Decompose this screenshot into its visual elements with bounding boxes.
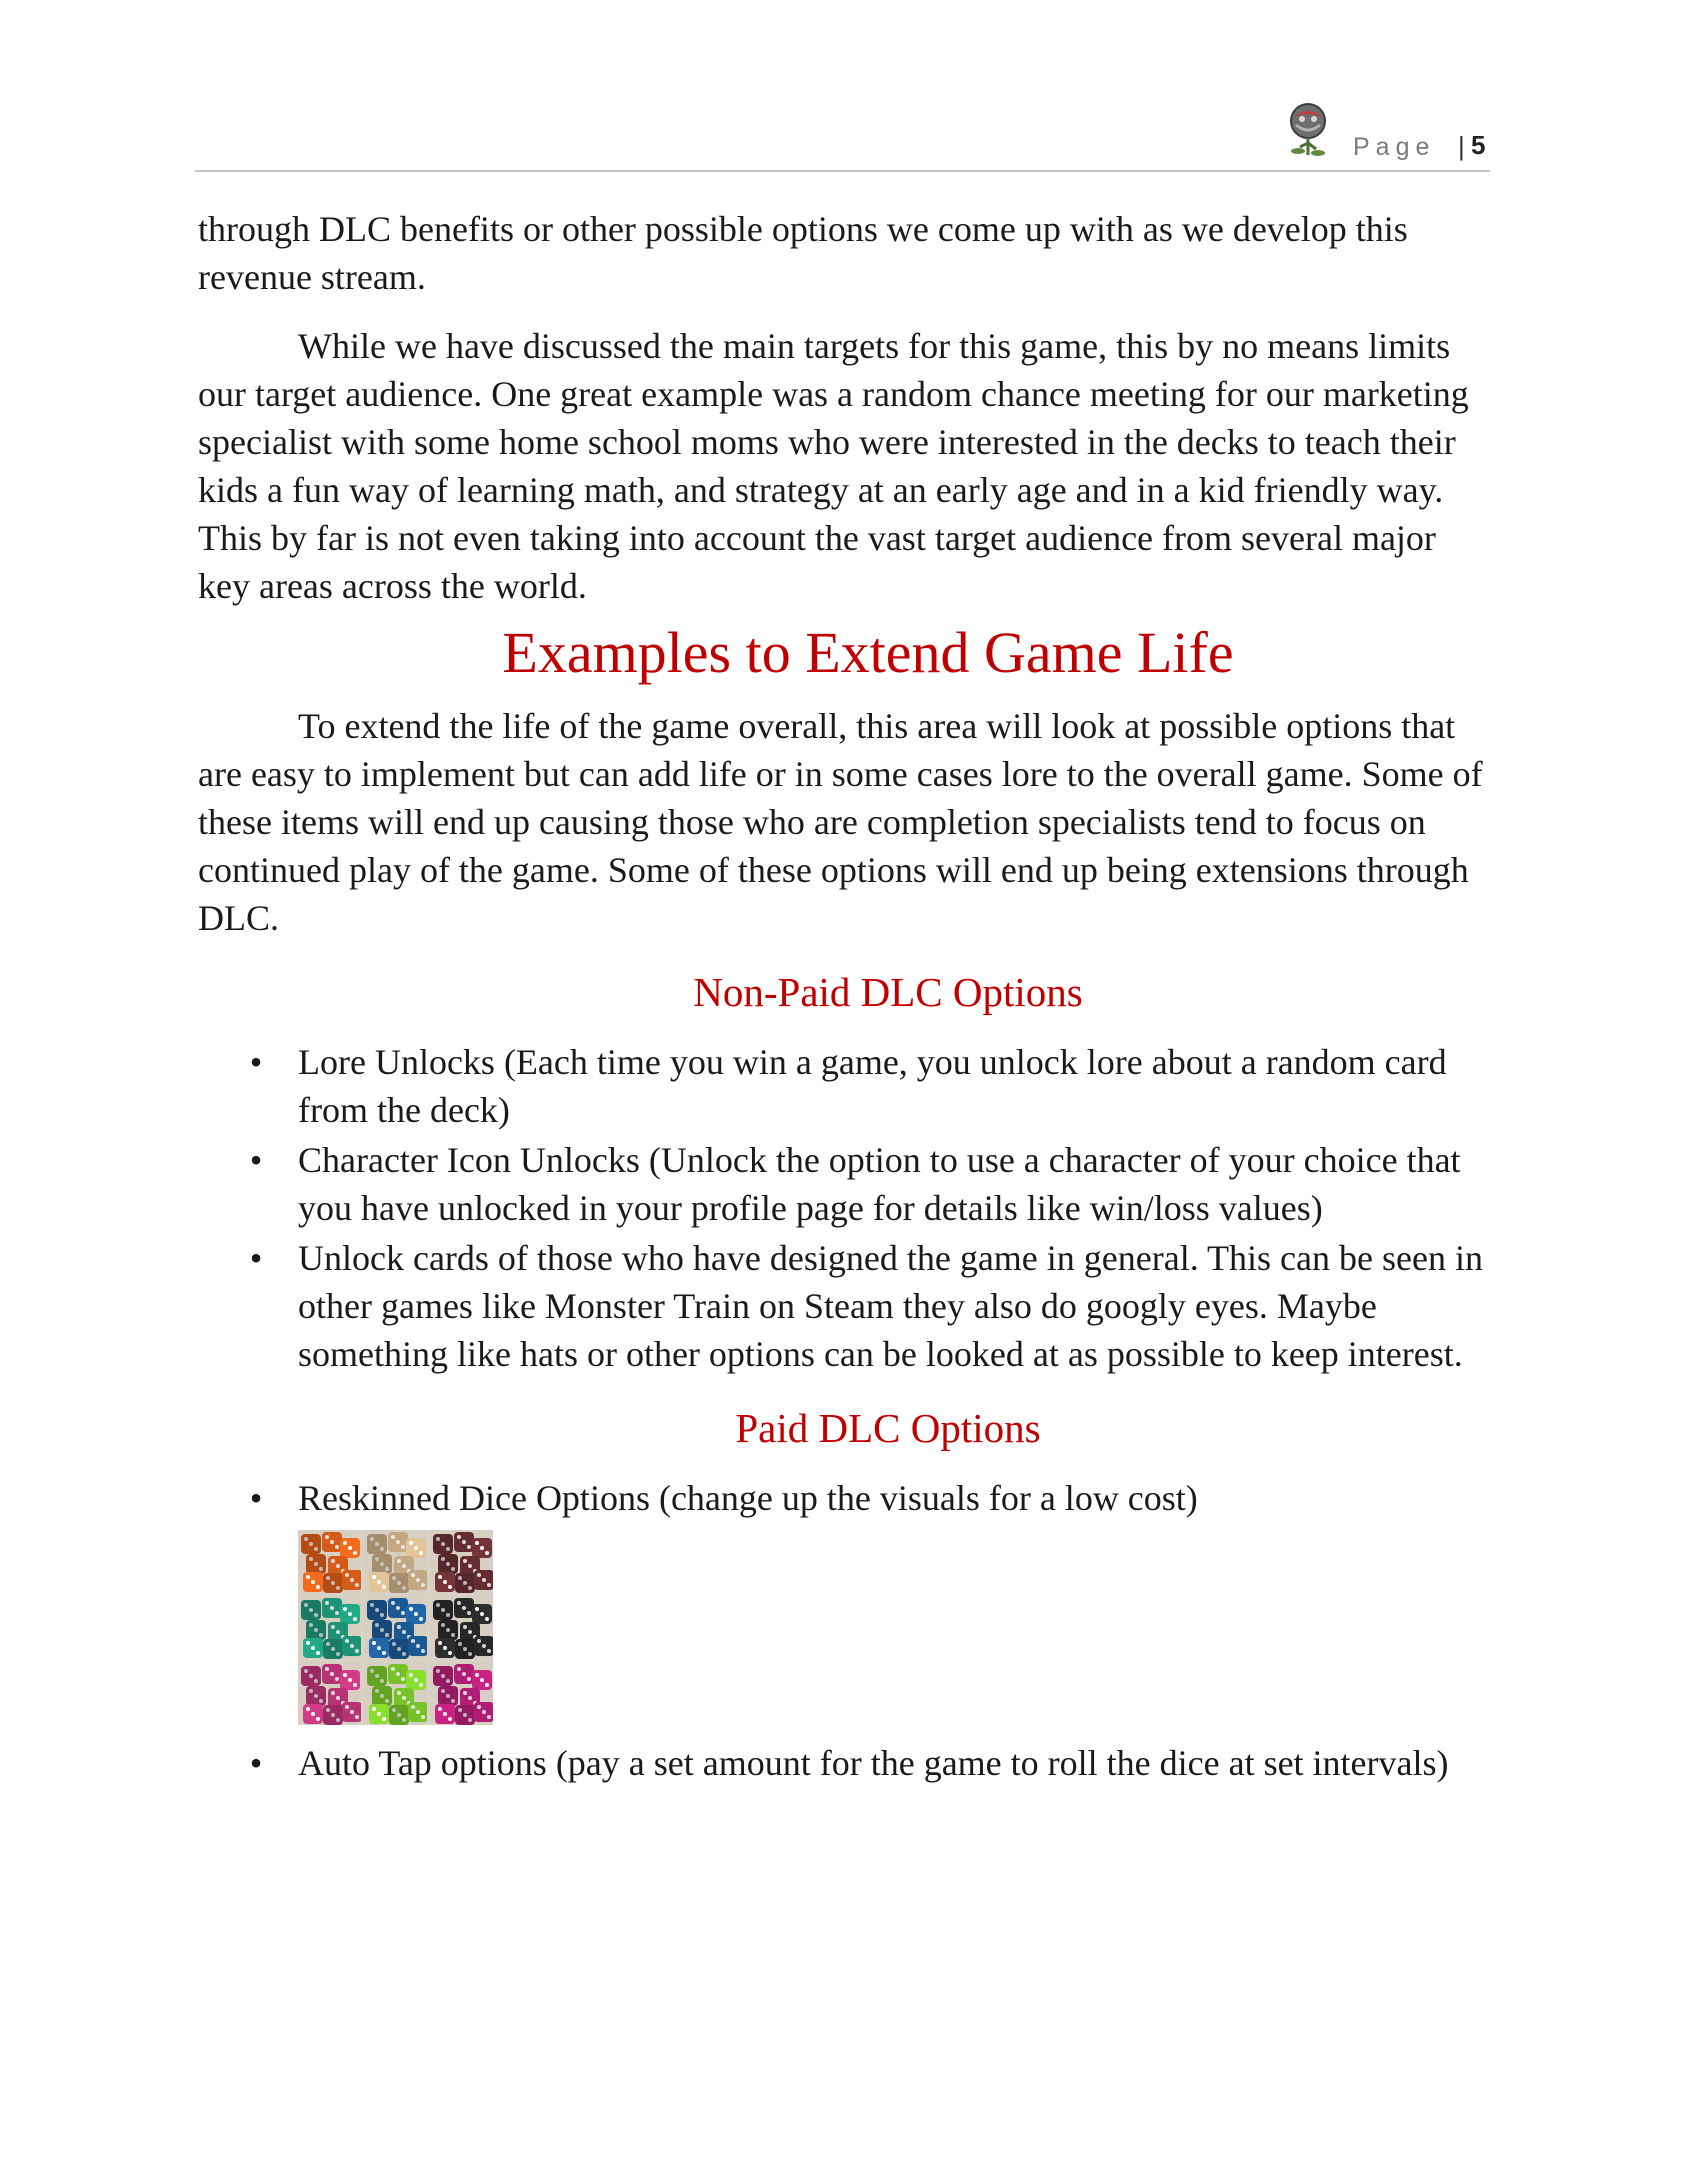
die-icon <box>454 1664 474 1684</box>
die-icon <box>455 1705 475 1725</box>
bullet-icon: • <box>249 1743 263 1783</box>
die-icon <box>301 1666 321 1686</box>
die-icon <box>372 1620 392 1640</box>
die-icon <box>389 1639 409 1659</box>
dice-tile <box>364 1596 427 1659</box>
die-icon <box>435 1572 455 1592</box>
die-icon <box>454 1598 474 1618</box>
subheading-non-paid-dlc: Non-Paid DLC Options <box>693 969 1083 1015</box>
die-icon <box>454 1532 474 1552</box>
die-icon <box>306 1686 326 1706</box>
die-icon <box>323 1573 343 1593</box>
die-icon <box>435 1704 455 1724</box>
die-icon <box>301 1600 321 1620</box>
die-icon <box>472 1670 492 1690</box>
die-icon <box>388 1598 408 1618</box>
die-icon <box>455 1639 475 1659</box>
die-icon <box>367 1534 387 1554</box>
list-item-text: Reskinned Dice Options (change up the visuals for a low cost) <box>298 1478 1198 1518</box>
die-icon <box>406 1538 426 1558</box>
die-icon <box>474 1702 493 1722</box>
die-icon <box>438 1620 458 1640</box>
dice-tile <box>364 1530 427 1593</box>
list-item-text: Character Icon Unlocks (Unlock the option to use a character of your choice that you have unlocked in your profile page for details like win/loss values) <box>298 1140 1461 1228</box>
die-icon <box>474 1636 493 1656</box>
die-icon <box>340 1538 360 1558</box>
dice-tile <box>430 1530 493 1593</box>
list-item <box>198 1136 1488 1232</box>
die-icon <box>472 1604 492 1624</box>
dice-tile <box>298 1530 361 1593</box>
die-icon <box>408 1570 427 1590</box>
die-icon <box>389 1573 409 1593</box>
die-icon <box>367 1666 387 1686</box>
page-header <box>195 95 1490 172</box>
bullet-icon: • <box>249 1140 263 1180</box>
die-icon <box>342 1636 361 1656</box>
die-icon <box>388 1664 408 1684</box>
paragraph-target-audience: While we have discussed the main targets for this game, this by no means limits our target audience. One great example was a random chance meeting for our marketing specialist with some home school moms who were interested in the decks to teach their kids a fun way of learning math, and strategy at an early age and in a kid friendly way. This by far is not even taking into account the vast target audience from several major key areas across the world. <box>198 326 1469 606</box>
die-icon <box>433 1600 453 1620</box>
page-number: 5 <box>1471 130 1486 160</box>
die-icon <box>438 1686 458 1706</box>
die-icon <box>369 1572 389 1592</box>
die-icon <box>303 1704 323 1724</box>
dice-tile <box>298 1662 361 1725</box>
die-icon <box>472 1538 492 1558</box>
die-icon <box>303 1638 323 1658</box>
section-heading: Examples to Extend Game Life <box>502 620 1234 685</box>
die-icon <box>406 1670 426 1690</box>
paragraph-dlc-benefits: through DLC benefits or other possible options we come up with as we develop this revenue stream. <box>198 209 1408 297</box>
die-icon <box>455 1573 475 1593</box>
paid-dlc-list <box>198 1474 1488 1787</box>
dice-collage-image <box>298 1530 493 1725</box>
logo-icon <box>1280 97 1336 159</box>
die-icon <box>389 1705 409 1725</box>
dice-tile <box>364 1662 427 1725</box>
die-icon <box>342 1702 361 1722</box>
list-item <box>198 1234 1488 1378</box>
dice-tile <box>430 1662 493 1725</box>
die-icon <box>406 1604 426 1624</box>
die-icon <box>438 1554 458 1574</box>
dice-tile <box>298 1596 361 1659</box>
die-icon <box>342 1570 361 1590</box>
die-icon <box>323 1639 343 1659</box>
die-icon <box>322 1532 342 1552</box>
paragraph-extend-life: To extend the life of the game overall, this area will look at possible options that are easy to implement but can add life or in some cases lore to the overall game. Some of these items will end up causing those who are completion specialists tend to focus on continued play of the game. Some of these options will end up being extensions through DLC. <box>198 706 1483 938</box>
die-icon <box>369 1638 389 1658</box>
die-icon <box>301 1534 321 1554</box>
list-item <box>198 1038 1488 1134</box>
die-icon <box>408 1636 427 1656</box>
die-icon <box>367 1600 387 1620</box>
bullet-icon: • <box>249 1238 263 1278</box>
list-item-text: Lore Unlocks (Each time you win a game, you unlock lore about a random card from the deck) <box>298 1042 1447 1130</box>
die-icon <box>433 1534 453 1554</box>
die-icon <box>372 1554 392 1574</box>
die-icon <box>433 1666 453 1686</box>
die-icon <box>340 1670 360 1690</box>
die-icon <box>372 1686 392 1706</box>
list-item-text: Auto Tap options (pay a set amount for the game to roll the dice at set intervals) <box>298 1743 1449 1783</box>
die-icon <box>408 1702 427 1722</box>
die-icon <box>322 1664 342 1684</box>
die-icon <box>388 1532 408 1552</box>
die-icon <box>474 1570 493 1590</box>
die-icon <box>340 1604 360 1624</box>
document-body <box>198 205 1488 1789</box>
die-icon <box>322 1598 342 1618</box>
die-icon <box>303 1572 323 1592</box>
list-item-text: Unlock cards of those who have designed the game in general. This can be seen in other games like Monster Train on Steam they also do googly eyes. Maybe something like hats or other options can be looked at as possible to keep interest. <box>298 1238 1483 1374</box>
die-icon <box>369 1704 389 1724</box>
subheading-paid-dlc: Paid DLC Options <box>735 1405 1041 1451</box>
die-icon <box>323 1705 343 1725</box>
list-item <box>198 1739 1488 1787</box>
die-icon <box>306 1554 326 1574</box>
page-separator: | <box>1458 131 1465 161</box>
page-label: Page <box>1353 133 1436 161</box>
die-icon <box>435 1638 455 1658</box>
non-paid-dlc-list <box>198 1038 1488 1378</box>
dice-tile <box>430 1596 493 1659</box>
bullet-icon: • <box>249 1478 263 1518</box>
list-item <box>198 1474 1488 1725</box>
bullet-icon: • <box>249 1042 263 1082</box>
die-icon <box>306 1620 326 1640</box>
